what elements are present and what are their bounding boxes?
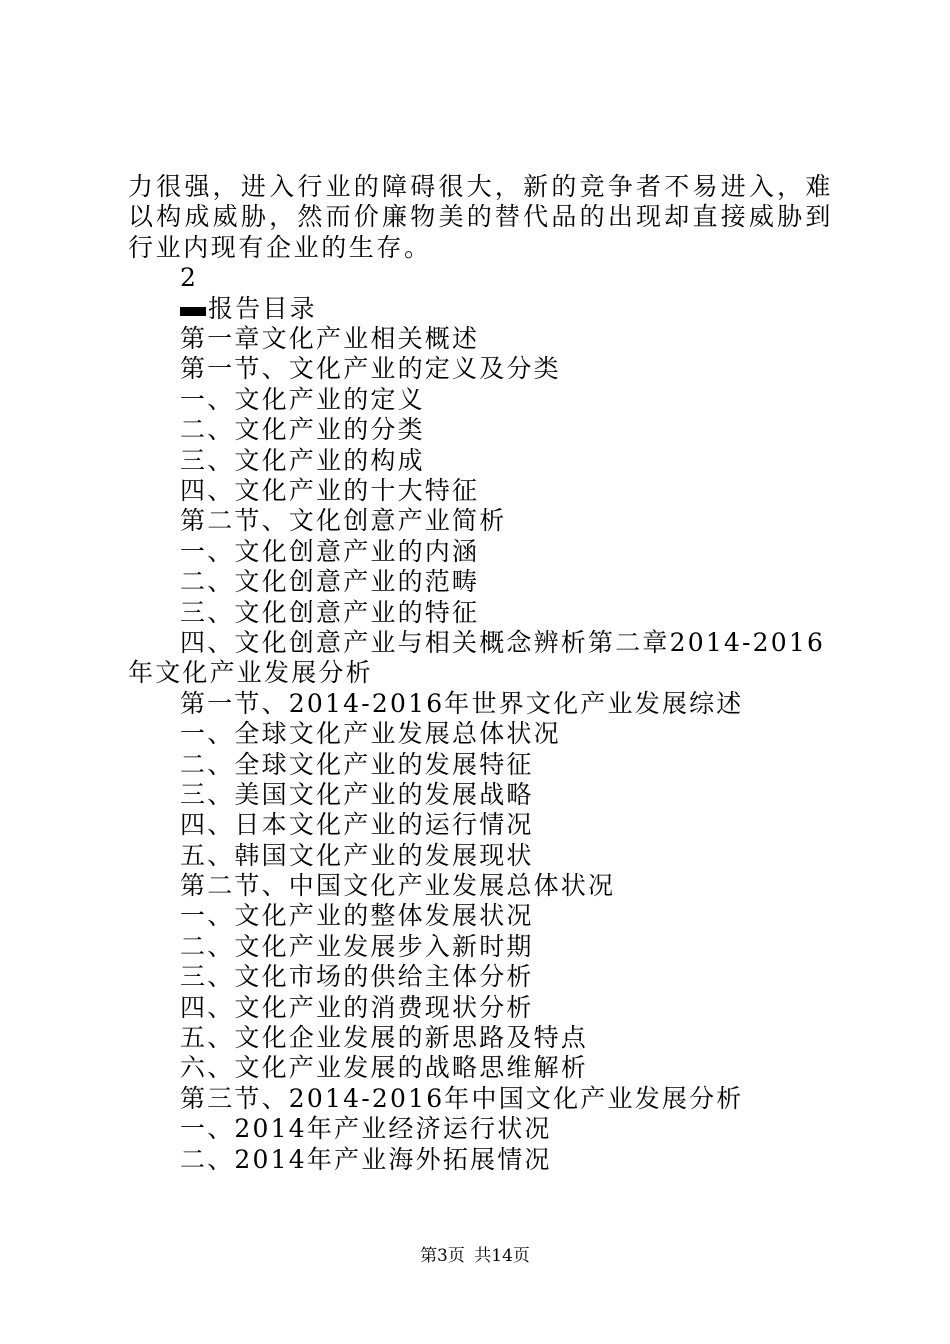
- toc-heading: 报告目录: [208, 293, 317, 323]
- toc-line: 二、文化产业的分类: [180, 415, 425, 445]
- toc-line: 五、韩国文化产业的发展现状: [180, 840, 534, 870]
- toc-line: 三、文化产业的构成: [180, 445, 425, 475]
- document-body: [128, 172, 833, 1175]
- page-number: 第3页: [420, 1246, 465, 1266]
- toc-line: 二、文化产业发展步入新时期: [180, 931, 534, 961]
- toc-line: 一、文化产业的整体发展状况: [180, 901, 534, 931]
- toc-line: 四、文化产业的十大特征: [180, 475, 480, 505]
- toc-list: [128, 324, 833, 628]
- toc-line: 四、文化产业的消费现状分析: [180, 992, 534, 1022]
- toc-line: 第一节、文化产业的定义及分类: [180, 354, 561, 384]
- square-bullet-icon: [180, 307, 206, 316]
- toc-line: 第二节、文化创意产业简析: [180, 506, 507, 536]
- toc-line: 三、美国文化产业的发展战略: [180, 779, 534, 809]
- toc-line: 一、文化产业的定义: [180, 384, 425, 414]
- toc-line: 二、全球文化产业的发展特征: [180, 749, 534, 779]
- toc-line: 三、文化创意产业的特征: [180, 597, 480, 627]
- toc-line: 二、2014年产业海外拓展情况: [180, 1144, 552, 1174]
- toc-line: 六、文化产业发展的战略思维解析: [180, 1053, 589, 1083]
- toc-heading-line: [128, 294, 833, 324]
- page-marker: 2: [180, 263, 199, 293]
- page-footer: [0, 1241, 950, 1266]
- toc-line: 第二节、中国文化产业发展总体状况: [180, 871, 616, 901]
- toc-line: 一、2014年产业经济运行状况: [180, 1114, 552, 1144]
- intro-paragraph: 力很强，进入行业的障碍很大，新的竞争者不易进入，难以构成威胁，然而价廉物美的替代品的出现却直接威胁到行业内现有企业的生存。: [128, 172, 833, 262]
- toc-line: 一、全球文化产业发展总体状况: [180, 719, 561, 749]
- toc-line: 第三节、2014-2016年中国文化产业发展分析: [180, 1083, 744, 1113]
- toc-line: 四、日本文化产业的运行情况: [180, 810, 534, 840]
- page-total: 共14页: [474, 1246, 530, 1266]
- toc-line: 第一节、2014-2016年世界文化产业发展综述: [180, 688, 744, 718]
- toc-line: 二、文化创意产业的范畴: [180, 567, 480, 597]
- toc-line: 一、文化创意产业的内涵: [180, 536, 480, 566]
- toc-list-continued: [128, 689, 833, 1175]
- toc-wrapped-line: 四、文化创意产业与相关概念辨析第二章2014-2016年文化产业发展分析: [128, 627, 826, 688]
- toc-line: 五、文化企业发展的新思路及特点: [180, 1023, 589, 1053]
- toc-line: 第一章文化产业相关概述: [180, 324, 480, 353]
- toc-line: 三、文化市场的供给主体分析: [180, 962, 534, 992]
